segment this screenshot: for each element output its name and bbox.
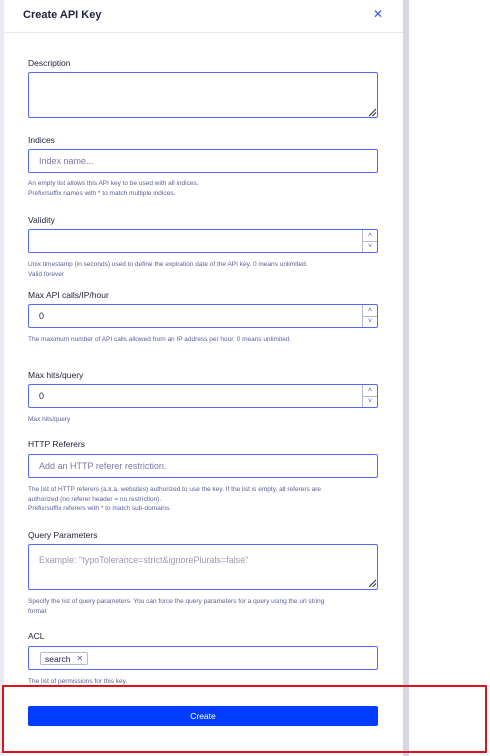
indices-help: [28, 179, 378, 198]
query-parameters-help: [28, 597, 378, 616]
http-referers-help-line-2: authorized (no referer header = no restriction).: [28, 495, 162, 503]
validity-input[interactable]: [28, 229, 378, 253]
query-parameters-label: Query Parameters: [28, 530, 98, 540]
http-referers-input[interactable]: [28, 454, 378, 478]
acl-tag-label: search: [45, 653, 71, 664]
create-button[interactable]: Create: [28, 706, 378, 726]
acl-help: The list of permissions for this key.: [28, 678, 128, 685]
acl-tag: [40, 652, 88, 665]
acl-label: ACL: [28, 631, 45, 641]
indices-help-line-2: Prefix/suffix names with * to match multiple indices.: [28, 189, 176, 197]
dialog-footer: [4, 690, 403, 756]
indices-label: Indices: [28, 135, 55, 145]
max-hits-value: 0: [39, 391, 45, 401]
max-hits-input[interactable]: [28, 384, 378, 408]
scrollbar[interactable]: [403, 0, 409, 756]
validity-stepper[interactable]: [362, 230, 377, 252]
description-label: Description: [28, 58, 71, 68]
close-icon[interactable]: ✕: [372, 7, 384, 21]
chevron-down-icon[interactable]: ˅: [367, 318, 373, 325]
chevron-up-icon[interactable]: ˄: [363, 230, 377, 242]
query-parameters-help-line-2: format: [28, 607, 47, 615]
chevron-up-icon[interactable]: ˄: [363, 305, 377, 317]
validity-help: [28, 260, 378, 279]
max-api-calls-help: The maximum number of API calls allowed from an IP address per hour. 0 means unlimited.: [28, 336, 292, 343]
max-hits-stepper[interactable]: [362, 385, 377, 407]
dialog-title: Create API Key: [23, 9, 102, 21]
http-referers-help: [28, 485, 378, 514]
page-background: [408, 0, 490, 756]
indices-input[interactable]: [28, 149, 378, 173]
max-hits-label: Max hits/query: [28, 370, 84, 380]
validity-help-line-2: Valid forever: [28, 270, 65, 278]
http-referers-help-line-1: The list of HTTP referers (a.k.a. websites) authorized to use the key. If the list is empty, all referers are: [28, 486, 321, 493]
max-hits-help: Max hits/query: [28, 416, 71, 423]
create-api-key-dialog: [4, 0, 403, 756]
max-api-calls-input[interactable]: [28, 304, 378, 328]
validity-help-line-1: Unix timestamp (in seconds) used to define the expiration date of the API key. 0 means unlimited.: [28, 261, 308, 268]
max-api-calls-label: Max API calls/IP/hour: [28, 290, 109, 300]
chevron-up-icon[interactable]: ˄: [363, 385, 377, 397]
http-referers-label: HTTP Referers: [28, 439, 85, 449]
close-icon[interactable]: ✕: [76, 654, 84, 663]
query-parameters-textarea[interactable]: [28, 544, 378, 590]
resize-grip-icon[interactable]: [368, 108, 377, 117]
http-referers-help-line-3: Prefix/suffix referers with * to match sub-domains.: [28, 505, 171, 512]
chevron-down-icon[interactable]: ˅: [367, 243, 373, 250]
description-textarea[interactable]: [28, 72, 378, 118]
indices-help-line-1: An empty list allows this API key to be used with all indices.: [28, 180, 199, 187]
validity-label: Validity: [28, 215, 55, 225]
query-parameters-help-line-1: Specify the list of query parameters. You can force the query parameters for a query using the url string: [28, 598, 325, 605]
resize-grip-icon[interactable]: [368, 579, 377, 588]
acl-tag-input[interactable]: [28, 646, 378, 670]
max-api-calls-value: 0: [39, 311, 45, 321]
dialog-header: [4, 0, 403, 33]
chevron-down-icon[interactable]: ˅: [367, 398, 373, 405]
max-api-calls-stepper[interactable]: [362, 305, 377, 327]
